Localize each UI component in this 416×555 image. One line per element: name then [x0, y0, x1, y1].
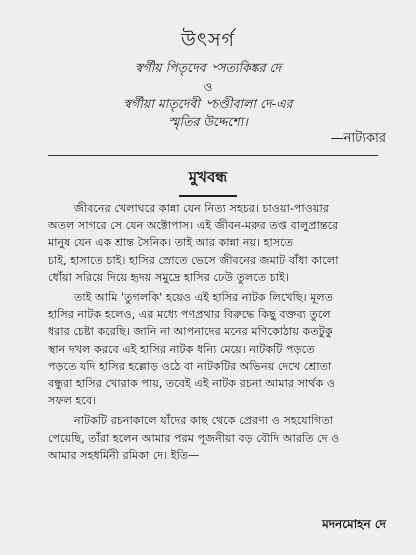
preface-line: ধরার চেষ্টা করেছি। জানি না আপনাদের মনের মণিকোঠায় কতটুকু	[48, 325, 333, 339]
preface-line: হাসির নাটক হলেও, এর মধ্যে পণপ্রথার বিরুদ্ধে কিছু বক্তব্য তুলে	[48, 308, 331, 322]
preface-line: স্থান দখল করবে এই হাসির নাটক ধন্যি মেয়ে। নাটকটি পড়তে	[48, 342, 315, 356]
dedication-father-line: স্বর্গীয় পিতৃদেব ৺সত্যকিঙ্কর দে	[134, 60, 282, 75]
dedication-memory-line: স্মৃতির উদ্দেশ্যে।	[168, 114, 248, 129]
section-divider	[48, 155, 378, 156]
preface-line: তাই আমি 'তুগলকি' হয়েও এই হাসির নাটক লিখেছি। মূলত	[74, 291, 334, 305]
preface-line: পড়তে যদি হাসির হল্লোড় ওঠে বা নাটকটির অভিনয় দেখে শ্রোতা	[48, 359, 332, 373]
dedication-signature: —নাট্যকার	[330, 131, 386, 146]
preface-line: সফল হবে।	[48, 394, 97, 408]
preface-body	[48, 200, 382, 464]
dedication-title: উৎসর্গ	[181, 29, 235, 51]
preface-line: পেয়েছি, তাঁরা হলেন আমার পরম পূজনীয়া বড় বৌদি আরতি দে ও	[48, 431, 340, 445]
dedication-section	[0, 0, 416, 150]
preface-line: অতল সাগরে সে যেন অক্টোপাস। এই জীবন-মরুর তপ্ত বালুপ্রান্তরে	[48, 219, 339, 233]
preface-line: আমার সহধর্মিনী রমিকা দে। ইতি—	[48, 448, 200, 462]
preface-line: বন্ধুরা হাসির খোরাক পায়, তবেই এই নাটক রচনা আমার সার্থক ও	[48, 377, 336, 391]
dedication-and: ও	[203, 80, 213, 94]
preface-line: জীবনের খেলাঘরে কান্না যেন নিত্য সহচর। চাওয়া-পাওয়ার	[74, 202, 329, 215]
preface-line: চাই, হাসাতে চাই। হাসির স্রোতে ভেসে জীবনের জমাট বাঁধা কালো	[48, 253, 339, 267]
author-signature: মদনমোহন দে	[322, 517, 386, 531]
preface-line: মানুষ যেন এক শ্রান্ত সৈনিক। তাই আর কান্না নয়। হাসতে	[48, 236, 294, 250]
preface-title: মুখবন্ধ	[179, 164, 237, 197]
preface-line: নাটকটি রচনাকালে যাঁদের কাছ থেকে প্রেরণা ও সহযোগিতা	[74, 414, 334, 428]
preface-heading	[0, 164, 416, 197]
dedication-mother-line: স্বর্গীয়া মাতৃদেবী ৺চণ্ডীবালা দে-এর	[123, 96, 293, 111]
preface-line: ধোঁয়া সরিয়ে দিয়ে হৃদয় সমুদ্রে হাসির ঢেউ তুলতে চাই।	[48, 270, 289, 284]
